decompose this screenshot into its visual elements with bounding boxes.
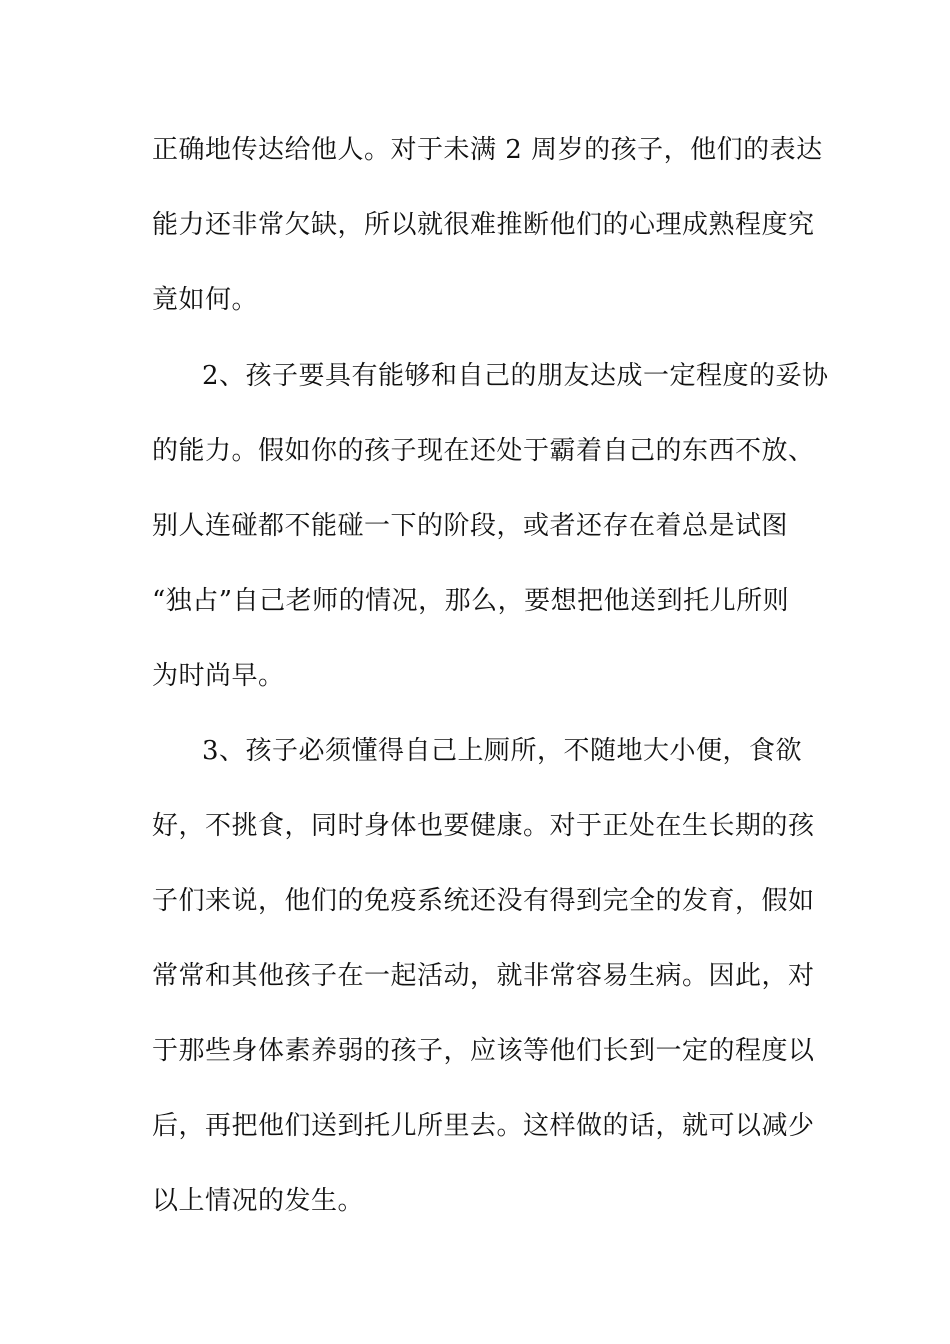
- text-line: 别人连碰都不能碰一下的阶段，或者还存在着总是试图: [152, 511, 789, 541]
- text-line: 好，不挑食，同时身体也要健康。对于正处在生长期的孩: [152, 811, 815, 841]
- text-line: 后，再把他们送到托儿所里去。这样做的话，就可以减少: [152, 1111, 815, 1141]
- text-line: “独占”自己老师的情况，那么，要想把他送到托儿所则: [152, 586, 790, 616]
- paragraph-2-first-line: 2、孩子要具有能够和自己的朋友达成一定程度的妥协: [202, 361, 829, 391]
- text-line: 为时尚早。: [152, 661, 285, 691]
- text-line: 以上情况的发生。: [152, 1186, 365, 1216]
- text-line: 子们来说，他们的免疫系统还没有得到完全的发育，假如: [152, 886, 815, 916]
- text-line: 正确地传达给他人。对于未满 2 周岁的孩子，他们的表达: [152, 135, 823, 165]
- text-line: 能力还非常欠缺，所以就很难推断他们的心理成熟程度究: [152, 210, 815, 240]
- text-line: 于那些身体素养弱的孩子，应该等他们长到一定的程度以: [152, 1036, 815, 1066]
- paragraph-3-first-line: 3、孩子必须懂得自己上厕所，不随地大小便，食欲: [202, 736, 803, 766]
- text-line: 常常和其他孩子在一起活动，就非常容易生病。因此，对: [152, 961, 815, 991]
- text-line: 的能力。假如你的孩子现在还处于霸着自己的东西不放、: [152, 436, 815, 466]
- text-line: 竟如何。: [152, 285, 259, 315]
